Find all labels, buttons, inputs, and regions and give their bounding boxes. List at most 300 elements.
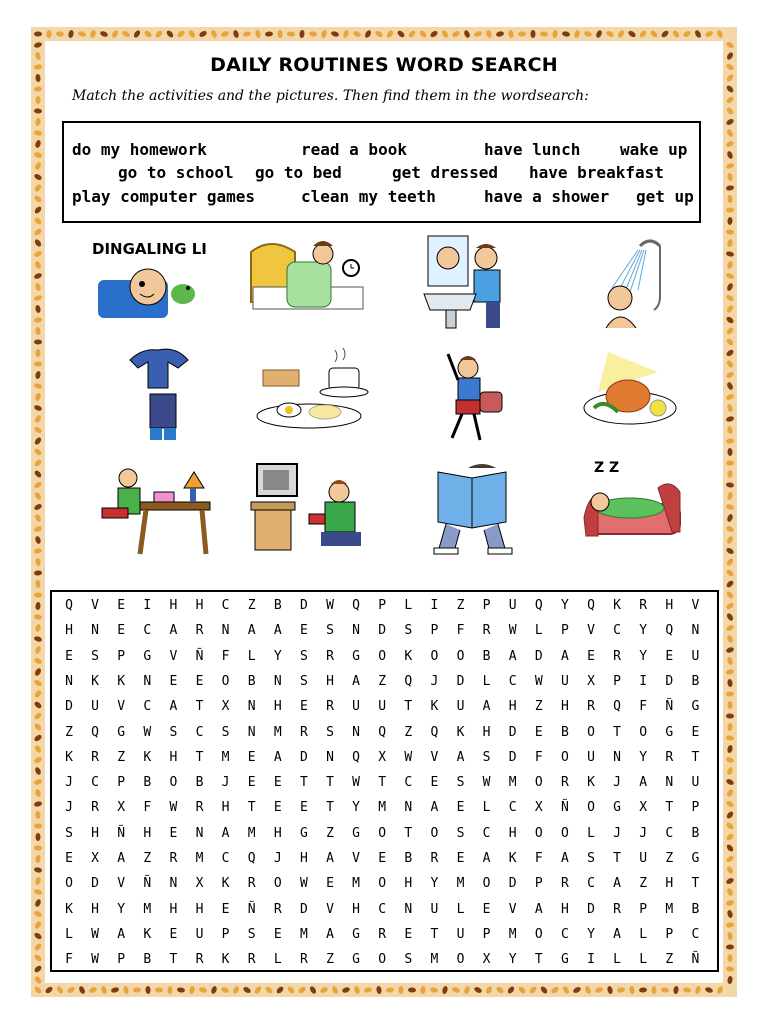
grid-letter: M [195, 851, 204, 866]
grid-letter: B [195, 775, 204, 791]
grid-letter: R [613, 648, 621, 664]
grid-letter: P [560, 623, 569, 639]
grid-letter: V [326, 901, 334, 917]
grid-letter: A [326, 926, 334, 942]
grid-row [52, 947, 717, 972]
grid-letter: X [91, 851, 99, 866]
grid-letter: T [665, 800, 674, 816]
grid-letter: H [404, 876, 413, 892]
grid-letter: R [195, 952, 204, 968]
grid-letter: R [665, 749, 674, 765]
grid-row [52, 922, 717, 947]
grid-letter: U [456, 926, 465, 942]
grid-letter: Z [404, 724, 413, 740]
grid-letter: H [560, 699, 569, 715]
grid-letter: F [65, 952, 73, 968]
grid-letter: D [299, 749, 308, 765]
grid-letter: Y [639, 623, 648, 639]
grid-letter: T [247, 800, 256, 816]
grid-letter: M [221, 749, 230, 765]
grid-letter: A [352, 673, 360, 689]
grid-letter: G [352, 825, 360, 841]
reading-book-icon [408, 458, 538, 558]
grid-row [52, 897, 717, 922]
grid-letter: E [117, 598, 126, 613]
grid-letter: W [534, 673, 543, 689]
grid-letter: G [691, 699, 700, 715]
grid-letter: Q [352, 598, 360, 613]
grid-letter: O [560, 825, 569, 841]
grid-letter: V [508, 901, 517, 917]
grid-letter: O [587, 724, 595, 740]
grid-letter: L [482, 800, 491, 816]
computer-games-icon [243, 458, 373, 558]
grid-letter: S [247, 926, 256, 942]
grid-letter: R [587, 699, 595, 715]
grid-letter: N [169, 876, 178, 892]
grid-letter: C [560, 926, 569, 942]
grid-letter: C [613, 623, 621, 639]
grid-letter: W [326, 598, 334, 613]
grid-letter: Z [456, 598, 465, 613]
grid-letter: H [352, 901, 360, 917]
grid-letter: A [534, 901, 543, 917]
grid-letter: B [143, 775, 152, 791]
grid-letter: B [273, 598, 282, 613]
grid-letter: S [65, 825, 73, 841]
grid-letter: H [169, 749, 178, 765]
grid-letter: G [352, 926, 360, 942]
grid-letter: P [430, 623, 439, 639]
grid-letter: H [91, 901, 99, 917]
grid-letter: A [560, 648, 569, 664]
grid-letter: V [430, 749, 439, 765]
grid-letter: G [665, 724, 674, 740]
grid-letter: A [508, 648, 517, 664]
grid-letter: S [299, 673, 308, 689]
grid-letter: E [456, 851, 465, 866]
grid-letter: M [378, 800, 387, 816]
grid-letter: H [299, 851, 308, 866]
grid-letter: Q [91, 724, 99, 740]
grid-letter: T [195, 749, 204, 765]
grid-letter: Z [665, 952, 674, 968]
picture-grid [78, 228, 698, 568]
border-dot [531, 30, 536, 38]
grid-letter: S [404, 623, 413, 639]
grid-letter: Ñ [195, 648, 204, 664]
grid-letter: R [326, 699, 334, 715]
grid-letter: Y [639, 648, 648, 664]
shower-icon [568, 232, 698, 332]
grid-letter: A [639, 775, 648, 791]
grid-letter: H [143, 825, 152, 841]
word-item: play computer games [72, 187, 256, 206]
getting-up-icon [243, 232, 373, 332]
grid-letter: G [613, 800, 621, 816]
grid-letter: B [404, 851, 413, 866]
grid-letter: F [534, 749, 543, 765]
word-item: have breakfast [529, 163, 664, 182]
grid-letter: L [534, 623, 543, 639]
grid-letter: M [299, 926, 308, 942]
grid-letter: F [534, 851, 543, 866]
grid-letter: S [169, 724, 178, 740]
grid-letter: O [378, 648, 387, 664]
grid-letter: O [560, 749, 569, 765]
grid-letter: L [587, 825, 595, 841]
word-line [64, 163, 699, 185]
grid-letter: T [378, 775, 387, 791]
grid-letter: X [221, 699, 230, 715]
grid-letter: Z [378, 673, 387, 689]
grid-letter: E [430, 775, 439, 791]
grid-row [52, 644, 717, 669]
grid-letter: Z [117, 749, 126, 765]
grid-letter: G [560, 952, 569, 968]
grid-letter: E [169, 926, 178, 942]
grid-letter: Y [560, 598, 569, 613]
grid-letter: U [508, 598, 517, 613]
grid-letter: E [247, 749, 256, 765]
grid-letter: H [273, 699, 282, 715]
grid-letter: U [587, 749, 595, 765]
grid-letter: N [273, 673, 282, 689]
grid-letter: R [247, 876, 256, 892]
grid-letter: F [143, 800, 152, 816]
grid-letter: E [326, 876, 334, 892]
grid-letter: Z [534, 699, 543, 715]
grid-letter: U [560, 673, 569, 689]
grid-letter: Q [352, 749, 360, 765]
grid-letter: P [665, 926, 674, 942]
grid-letter: H [65, 623, 73, 639]
grid-letter: R [247, 952, 256, 968]
grid-letter: T [195, 699, 204, 715]
word-list-box [62, 121, 701, 223]
grid-letter: O [587, 800, 595, 816]
grid-letter: N [613, 749, 621, 765]
grid-letter: E [273, 800, 282, 816]
grid-letter: K [143, 749, 152, 765]
grid-letter: V [117, 876, 126, 892]
grid-letter: P [639, 901, 648, 917]
grid-row [52, 618, 717, 643]
grid-letter: G [143, 648, 152, 664]
grid-letter: J [221, 775, 230, 791]
word-line [64, 140, 699, 162]
grid-letter: R [91, 749, 99, 765]
grid-letter: B [143, 952, 152, 968]
grid-letter: E [587, 648, 595, 664]
grid-letter: E [299, 800, 308, 816]
grid-letter: F [221, 648, 230, 664]
homework-icon [88, 458, 218, 558]
grid-letter: P [534, 876, 543, 892]
grid-letter: Ñ [665, 699, 674, 715]
grid-letter: L [639, 952, 648, 968]
grid-letter: K [221, 876, 230, 892]
grid-letter: P [613, 673, 621, 689]
grid-letter: C [508, 800, 517, 816]
grid-letter: S [456, 775, 465, 791]
grid-letter: E [65, 851, 73, 866]
grid-letter: Q [404, 673, 413, 689]
grid-letter: X [534, 800, 543, 816]
breakfast-icon [243, 346, 373, 446]
grid-letter: R [613, 901, 621, 917]
word-item: go to bed [255, 163, 342, 182]
grid-letter: J [65, 775, 73, 791]
word-search-grid [50, 590, 719, 972]
grid-letter: D [378, 623, 387, 639]
grid-letter: P [378, 598, 387, 613]
grid-letter: U [430, 901, 439, 917]
grid-letter: T [326, 775, 334, 791]
grid-letter: Z [326, 825, 334, 841]
grid-letter: E [117, 623, 126, 639]
grid-letter: Ñ [143, 876, 152, 892]
grid-letter: K [508, 851, 517, 866]
grid-letter: Q [65, 598, 73, 613]
grid-letter: J [613, 825, 621, 841]
grid-letter: K [587, 775, 595, 791]
grid-letter: N [221, 623, 230, 639]
grid-letter: D [91, 876, 99, 892]
grid-letter: T [691, 749, 700, 765]
grid-letter: O [456, 648, 465, 664]
grid-letter: G [117, 724, 126, 740]
grid-letter: V [91, 598, 99, 613]
grid-letter: E [665, 648, 674, 664]
grid-letter: O [430, 825, 439, 841]
grid-letter: S [326, 623, 334, 639]
grid-letter: G [299, 825, 308, 841]
grid-letter: O [273, 876, 282, 892]
grid-letter: J [65, 800, 73, 816]
grid-letter: L [273, 952, 282, 968]
grid-letter: C [221, 851, 230, 866]
grid-letter: C [691, 926, 700, 942]
grid-row [52, 871, 717, 896]
grid-letter: U [639, 851, 648, 866]
grid-letter: N [404, 800, 413, 816]
grid-row [52, 821, 717, 846]
grid-letter: J [639, 825, 648, 841]
grid-letter: K [117, 673, 126, 689]
grid-letter: R [299, 952, 308, 968]
grid-letter: G [352, 952, 360, 968]
grid-letter: C [195, 724, 204, 740]
grid-letter: Q [247, 851, 256, 866]
grid-letter: U [378, 699, 387, 715]
svg-text:DINGALING LI: DINGALING LI [92, 240, 207, 258]
grid-letter: E [482, 901, 491, 917]
grid-letter: H [508, 825, 517, 841]
grid-letter: D [508, 876, 517, 892]
grid-letter: F [639, 699, 648, 715]
grid-letter: T [299, 775, 308, 791]
grid-letter: M [143, 901, 152, 917]
grid-letter: C [221, 598, 230, 613]
grid-letter: Y [117, 901, 126, 917]
grid-letter: H [221, 800, 230, 816]
grid-letter: Z [143, 851, 152, 866]
grid-letter: O [65, 876, 73, 892]
grid-letter: O [169, 775, 178, 791]
grid-letter: A [169, 699, 178, 715]
grid-letter: T [169, 952, 178, 968]
word-item: get up [636, 187, 694, 206]
grid-letter: J [430, 673, 439, 689]
grid-letter: T [534, 952, 543, 968]
grid-letter: S [456, 825, 465, 841]
grid-row [52, 669, 717, 694]
grid-letter: N [691, 623, 700, 639]
getting-dressed-icon [88, 346, 218, 446]
grid-letter: Q [430, 724, 439, 740]
grid-letter: S [91, 648, 99, 664]
grid-letter: K [456, 724, 465, 740]
grid-letter: P [221, 926, 230, 942]
grid-letter: N [352, 724, 360, 740]
grid-letter: W [169, 800, 178, 816]
grid-letter: A [273, 623, 282, 639]
grid-letter: U [691, 775, 700, 791]
word-item: wake up [620, 140, 688, 159]
grid-letter: D [508, 749, 517, 765]
grid-letter: J [273, 851, 282, 866]
grid-letter: O [534, 926, 543, 942]
grid-letter: D [299, 598, 308, 613]
grid-letter: R [299, 724, 308, 740]
grid-letter: V [587, 623, 595, 639]
grid-letter: S [587, 851, 595, 866]
grid-letter: D [534, 648, 543, 664]
grid-letter: R [195, 623, 204, 639]
grid-letter: X [195, 876, 204, 892]
grid-letter: N [247, 699, 256, 715]
grid-letter: D [508, 724, 517, 740]
alarm-clock-ringing-icon [88, 232, 218, 332]
grid-letter: A [221, 825, 230, 841]
grid-letter: O [639, 724, 648, 740]
instructions: Match the activities and the pictures. Then find them in the wordsearch: [72, 88, 589, 104]
brushing-teeth-icon [408, 232, 538, 332]
grid-letter: B [560, 724, 569, 740]
grid-letter: T [404, 825, 413, 841]
grid-letter: R [169, 851, 178, 866]
lunch-icon [568, 346, 698, 446]
grid-letter: B [691, 673, 700, 689]
grid-letter: K [430, 699, 439, 715]
grid-letter: Z [665, 851, 674, 866]
grid-letter: R [378, 926, 387, 942]
grid-letter: H [169, 901, 178, 917]
grid-letter: U [691, 648, 700, 664]
grid-letter: S [299, 648, 308, 664]
grid-letter: O [221, 673, 230, 689]
grid-letter: L [65, 926, 73, 942]
grid-letter: W [352, 775, 360, 791]
grid-letter: E [299, 623, 308, 639]
grid-letter: M [508, 926, 517, 942]
border-dot [34, 32, 42, 37]
grid-letter: J [613, 775, 621, 791]
word-item: read a book [301, 140, 407, 159]
grid-letter: A [482, 699, 491, 715]
grid-letter: C [378, 901, 387, 917]
grid-letter: M [456, 876, 465, 892]
grid-letter: L [482, 673, 491, 689]
grid-letter: K [91, 673, 99, 689]
grid-letter: Ñ [560, 800, 569, 816]
grid-letter: L [613, 952, 621, 968]
grid-letter: M [430, 952, 439, 968]
grid-letter: C [665, 825, 674, 841]
grid-letter: A [613, 876, 621, 892]
grid-letter: T [613, 851, 621, 866]
grid-letter: N [65, 673, 73, 689]
grid-letter: K [65, 901, 73, 917]
grid-letter: B [691, 901, 700, 917]
grid-letter: W [404, 749, 413, 765]
grid-letter: N [404, 901, 413, 917]
grid-letter: H [273, 825, 282, 841]
grid-letter: N [352, 623, 360, 639]
grid-row [52, 694, 717, 719]
grid-letter: I [143, 598, 152, 613]
grid-letter: E [299, 699, 308, 715]
grid-letter: O [534, 825, 543, 841]
grid-letter: U [456, 699, 465, 715]
grid-letter: I [639, 673, 648, 689]
grid-letter: U [195, 926, 204, 942]
grid-letter: E [195, 673, 204, 689]
grid-letter: W [143, 724, 152, 740]
grid-letter: X [587, 673, 595, 689]
grid-letter: O [430, 648, 439, 664]
grid-letter: E [691, 724, 700, 740]
grid-letter: F [456, 623, 465, 639]
sleeping-icon [568, 458, 698, 558]
grid-letter: U [352, 699, 360, 715]
grid-row [52, 720, 717, 745]
grid-letter: A [273, 749, 282, 765]
grid-letter: E [169, 825, 178, 841]
grid-letter: Z [65, 724, 73, 740]
grid-letter: R [560, 775, 569, 791]
grid-letter: E [169, 673, 178, 689]
grid-letter: S [482, 749, 491, 765]
grid-letter: P [117, 952, 126, 968]
grid-letter: O [482, 876, 491, 892]
grid-letter: P [117, 648, 126, 664]
grid-letter: K [613, 598, 621, 613]
grid-letter: E [247, 775, 256, 791]
grid-letter: O [534, 775, 543, 791]
grid-letter: H [665, 598, 674, 613]
grid-letter: V [117, 699, 126, 715]
grid-letter: A [117, 926, 126, 942]
grid-letter: Ñ [691, 952, 700, 968]
grid-letter: Y [430, 876, 439, 892]
grid-letter: H [560, 901, 569, 917]
grid-letter: A [560, 851, 569, 866]
grid-letter: Z [639, 876, 648, 892]
grid-letter: Z [247, 598, 256, 613]
page-title: DAILY ROUTINES WORD SEARCH [210, 54, 558, 76]
